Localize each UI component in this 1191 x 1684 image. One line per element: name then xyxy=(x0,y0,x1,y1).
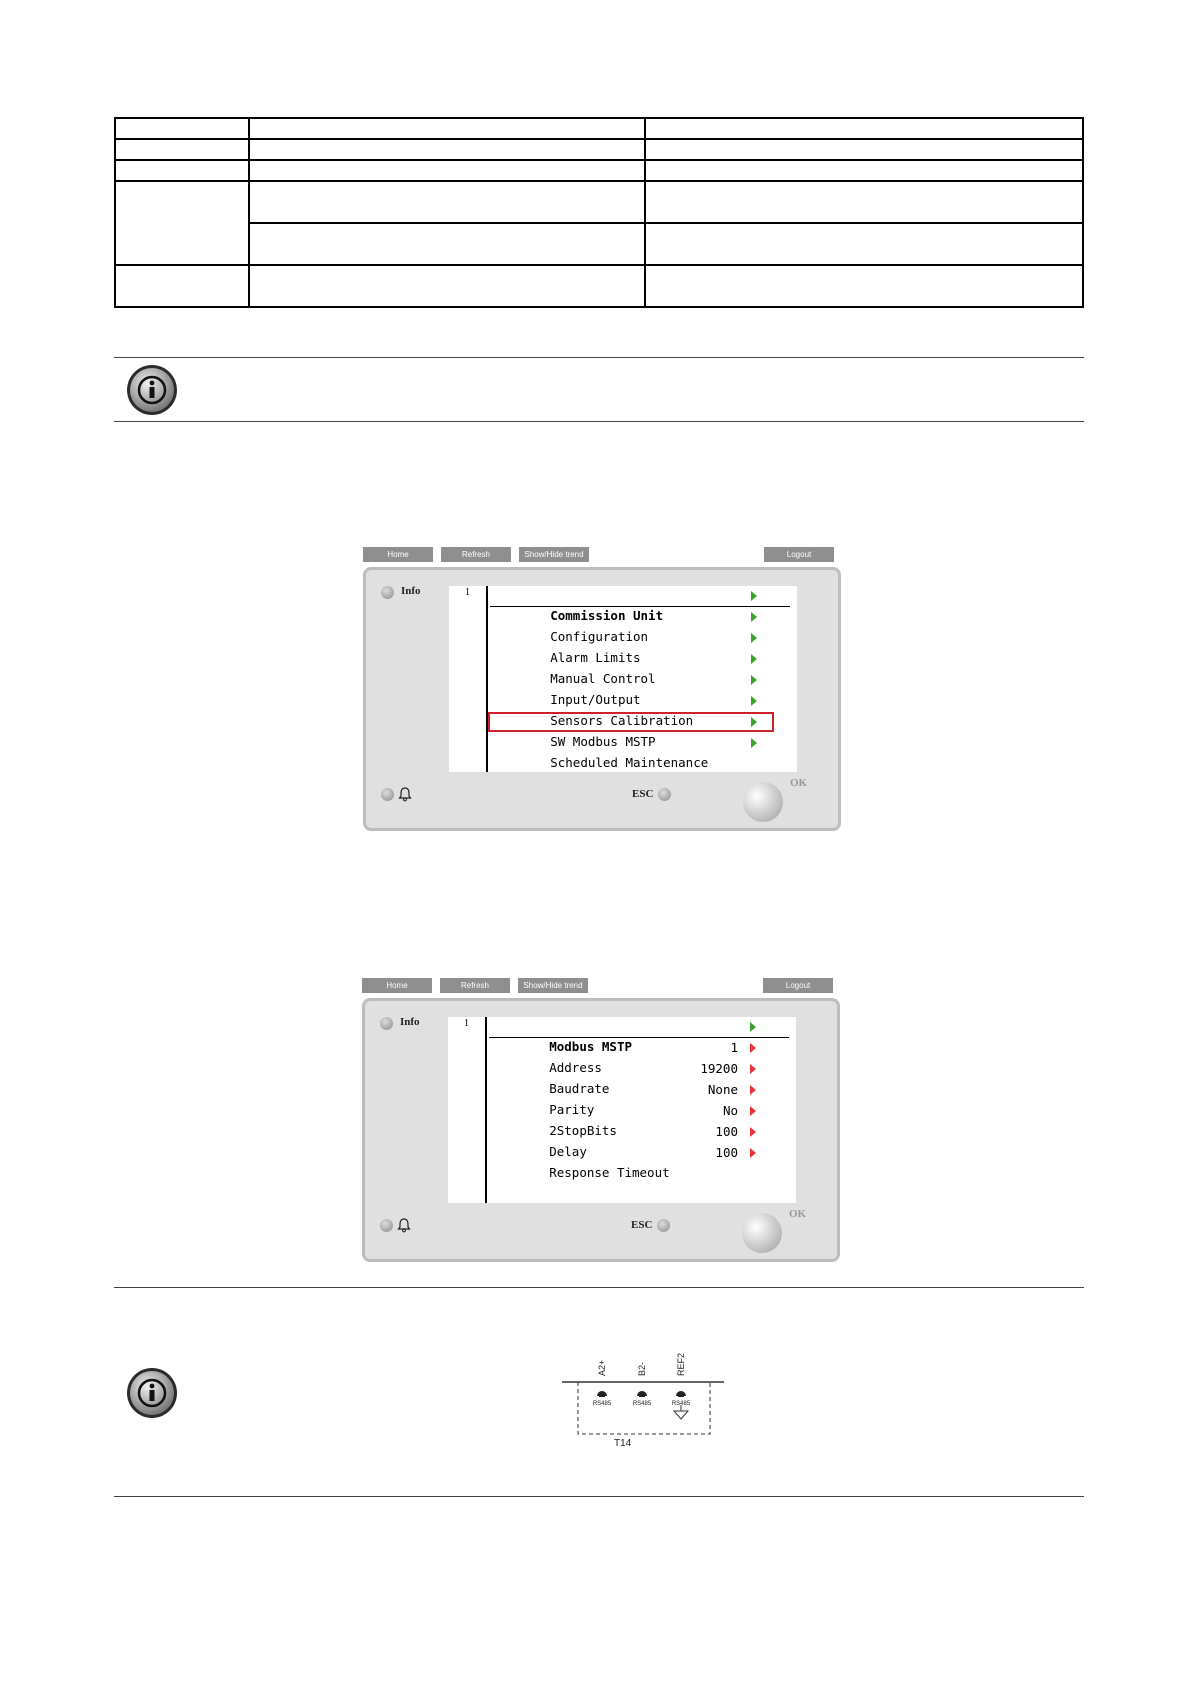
table-cell xyxy=(249,181,645,223)
logout-button[interactable]: Logout xyxy=(763,978,833,993)
table-cell xyxy=(115,160,249,181)
arrow-right-icon xyxy=(751,591,757,601)
alarm-led[interactable] xyxy=(380,1219,393,1232)
hmi-display xyxy=(449,586,797,772)
info-icon xyxy=(126,364,178,416)
refresh-button[interactable]: Refresh xyxy=(440,978,510,993)
arrow-right-icon xyxy=(750,1148,756,1158)
menu-title: Commission Unit xyxy=(550,608,664,623)
hmi-device-frame xyxy=(363,567,841,831)
menu-title-row xyxy=(490,586,790,623)
display-divider xyxy=(486,586,488,772)
pin-type-label: RS485 xyxy=(592,1401,612,1407)
menu-item-scheduled-maintenance[interactable] xyxy=(490,733,790,770)
terminal-pin-ref2 xyxy=(676,1391,686,1397)
menu-item-sensors-calibration[interactable] xyxy=(490,691,790,728)
menu-item-configuration[interactable] xyxy=(490,607,790,644)
terminal-block-label: T14 xyxy=(614,1438,632,1449)
param-label: Response Timeout xyxy=(549,1165,670,1180)
menu-item-label: Input/Output xyxy=(550,692,641,707)
page-number: 1 xyxy=(464,1018,469,1029)
info-label: Info xyxy=(401,585,421,597)
menu-item-label: SW Modbus MSTP xyxy=(550,734,656,749)
table-header-row xyxy=(115,118,1083,139)
table-row xyxy=(115,265,1083,307)
menu-item-alarm-limits[interactable] xyxy=(490,628,790,665)
ok-knob[interactable] xyxy=(742,1213,782,1253)
bell-icon xyxy=(398,786,412,802)
menu-item-label: Scheduled Maintenance xyxy=(550,755,709,770)
arrow-right-icon xyxy=(751,654,757,664)
esc-button[interactable] xyxy=(657,1219,670,1232)
info-led xyxy=(381,586,394,599)
info-label: Info xyxy=(400,1016,420,1028)
arrow-right-icon xyxy=(751,738,757,748)
param-row-parity[interactable] xyxy=(489,1080,789,1117)
table-cell xyxy=(249,265,645,307)
arrow-right-icon xyxy=(751,612,757,622)
hmi-screen-modbus-mstp xyxy=(362,978,840,1258)
terminal-pin-a2 xyxy=(597,1391,607,1397)
param-value: 100 xyxy=(715,1124,738,1139)
menu-item-label: Configuration xyxy=(550,629,649,644)
param-label: 2StopBits xyxy=(549,1123,617,1138)
param-value: None xyxy=(707,1082,738,1097)
arrow-right-icon xyxy=(750,1085,756,1095)
hmi-device-frame xyxy=(362,998,840,1262)
param-label: Delay xyxy=(549,1144,587,1159)
menu-item-input-output[interactable] xyxy=(490,670,790,707)
param-row-response-timeout[interactable] xyxy=(489,1143,789,1180)
param-row-delay[interactable] xyxy=(489,1122,789,1159)
menu-title: Modbus MSTP xyxy=(549,1039,633,1054)
table-row xyxy=(115,160,1083,181)
esc-button[interactable] xyxy=(658,788,671,801)
table-row xyxy=(115,139,1083,160)
home-button[interactable]: Home xyxy=(363,547,433,562)
param-value: 19200 xyxy=(700,1061,738,1076)
terminal-block-diagram xyxy=(560,1350,730,1450)
menu-item-label: Manual Control xyxy=(550,671,656,686)
param-label: Address xyxy=(549,1060,602,1075)
info-icon xyxy=(126,1367,178,1419)
param-value: No xyxy=(722,1103,738,1118)
table-cell xyxy=(249,139,645,160)
pin-label-a2: A2+ xyxy=(597,1359,607,1376)
ground-icon xyxy=(674,1405,688,1419)
table-cell xyxy=(645,118,1083,139)
arrow-right-icon xyxy=(750,1043,756,1053)
esc-label: ESC xyxy=(632,788,654,800)
table-cell xyxy=(249,160,645,181)
ok-label: OK xyxy=(790,777,808,789)
pin-label-ref2: REF2 xyxy=(676,1352,686,1376)
table-cell xyxy=(249,118,645,139)
page-number: 1 xyxy=(465,587,470,598)
arrow-right-icon xyxy=(751,675,757,685)
menu-item-sw-modbus-mstp[interactable] xyxy=(490,712,790,749)
hmi-screen-main-menu xyxy=(363,547,841,827)
refresh-button[interactable]: Refresh xyxy=(441,547,511,562)
display-divider xyxy=(485,1017,487,1203)
table-cell xyxy=(115,139,249,160)
parameters-table xyxy=(114,117,1084,308)
show-hide-trend-button[interactable]: Show/Hide trend xyxy=(519,547,589,562)
menu-item-label: Alarm Limits xyxy=(550,650,641,665)
pin-label-b2: B2- xyxy=(637,1361,647,1376)
hmi-display xyxy=(448,1017,796,1203)
table-row xyxy=(115,223,1083,265)
param-value: 100 xyxy=(715,1145,738,1160)
esc-label: ESC xyxy=(631,1219,653,1231)
ok-label: OK xyxy=(789,1208,807,1220)
home-button[interactable]: Home xyxy=(362,978,432,993)
arrow-right-icon xyxy=(751,696,757,706)
table-cell xyxy=(115,265,249,307)
section-separator-top xyxy=(114,1287,1084,1288)
logout-button[interactable]: Logout xyxy=(764,547,834,562)
table-cell xyxy=(645,139,1083,160)
menu-title-row xyxy=(489,1017,789,1054)
table-cell xyxy=(249,223,645,265)
table-cell xyxy=(645,223,1083,265)
section-separator-bottom xyxy=(114,1496,1084,1497)
arrow-right-icon xyxy=(750,1106,756,1116)
arrow-right-icon xyxy=(750,1064,756,1074)
bell-icon xyxy=(397,1217,411,1233)
show-hide-trend-button[interactable]: Show/Hide trend xyxy=(518,978,588,993)
arrow-right-icon xyxy=(750,1022,756,1032)
table-cell xyxy=(645,181,1083,223)
param-label: Parity xyxy=(549,1102,595,1117)
table-cell xyxy=(645,160,1083,181)
terminal-pin-b2 xyxy=(637,1391,647,1397)
param-value: 1 xyxy=(730,1040,738,1055)
param-label: Baudrate xyxy=(549,1081,610,1096)
table-cell xyxy=(115,118,249,139)
pin-type-label: RS485 xyxy=(632,1401,652,1407)
ok-knob[interactable] xyxy=(743,782,783,822)
pin-type-label: RS485 xyxy=(671,1401,691,1407)
arrow-right-icon xyxy=(750,1127,756,1137)
arrow-right-icon xyxy=(751,633,757,643)
table-cell xyxy=(645,265,1083,307)
info-led xyxy=(380,1017,393,1030)
menu-item-manual-control[interactable] xyxy=(490,649,790,686)
arrow-right-icon xyxy=(751,717,757,727)
note-box xyxy=(114,357,1084,422)
table-cell xyxy=(115,181,249,265)
menu-item-label: Sensors Calibration xyxy=(550,713,694,728)
table-row xyxy=(115,181,1083,223)
alarm-led[interactable] xyxy=(381,788,394,801)
